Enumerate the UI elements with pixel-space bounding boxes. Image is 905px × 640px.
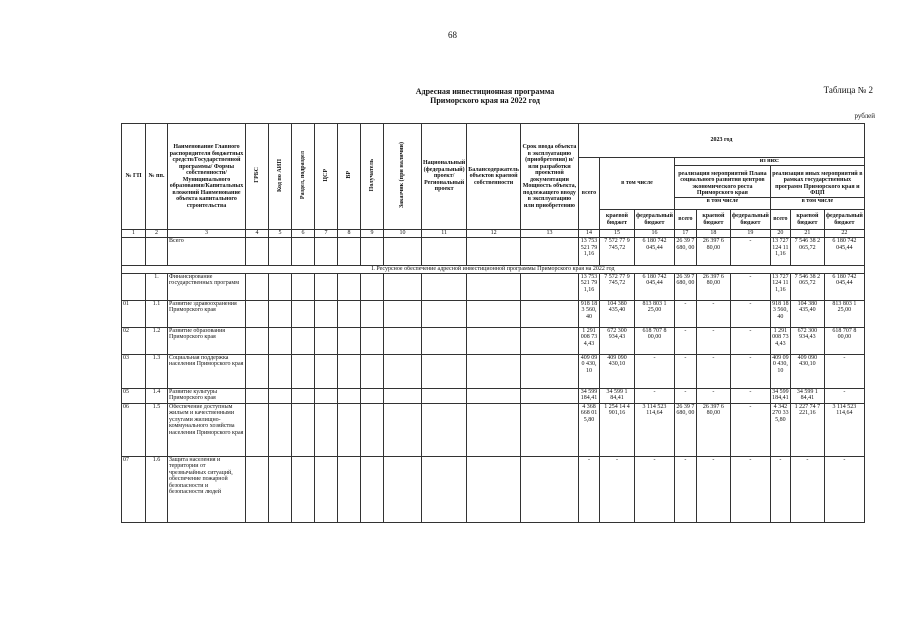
cell [246,300,269,327]
investment-program-table [121,123,865,523]
cell: 918 18 3 560, 40 [578,300,599,327]
cell: - [770,456,790,522]
header-csr: ЦСР [315,124,338,230]
cell: - [730,456,770,522]
header-regional-budget-2: краевой бюджет [696,210,730,230]
cell [338,354,361,388]
cell: - [674,327,696,354]
col-num: 21 [790,230,824,238]
col-num: 16 [634,230,674,238]
cell [422,403,467,456]
cell [520,273,578,300]
cell [520,327,578,354]
header-total-2: всего [674,210,696,230]
cell: 26 39 7 680, 00 [674,273,696,300]
cell [384,403,422,456]
header-federal-budget: федеральный бюджет [634,210,674,230]
cell: 104 380 435,40 [790,300,824,327]
cell [467,327,521,354]
col-num: 13 [520,230,578,238]
cell [292,327,315,354]
cell [384,388,422,403]
cell [269,273,292,300]
col-num: 8 [338,230,361,238]
cell: 4 368 668 01 5,80 [578,403,599,456]
cell: 4 342 270 33 5,80 [770,403,790,456]
cell [361,300,384,327]
cell: 1.2 [146,327,168,354]
cell: 672 300 934,43 [599,327,634,354]
table-label: Таблица № 2 [823,85,873,95]
header-balance-holder: Балансодержатель объектов краевой собственности [467,124,521,230]
cell [292,273,315,300]
cell: - [674,354,696,388]
title-line-2: Приморского края на 2022 год [430,96,540,105]
cell [361,403,384,456]
table-row [122,403,865,456]
table-row [122,388,865,403]
cell [422,456,467,522]
cell: 1.4 [146,388,168,403]
cell: - [730,300,770,327]
cell: 13 753 521 79 1,16 [578,238,599,266]
cell [246,456,269,522]
cell: 618 707 8 00,00 [824,327,864,354]
header-total: всего [578,158,599,230]
section-title: I. Ресурсное обеспечение адресной инвестиционной программы Приморского края на 2022 год [122,266,865,274]
cell [315,456,338,522]
header-total-3: всего [770,210,790,230]
cell [422,327,467,354]
cell [292,300,315,327]
table-row [122,273,865,300]
cell: 409 09 0 430, 10 [578,354,599,388]
col-num: 12 [467,230,521,238]
cell: - [696,388,730,403]
cell: 01 [122,300,146,327]
row-name: Развитие здравоохранения Приморского края [168,300,246,327]
cell: - [730,273,770,300]
cell: 26 39 7 680, 00 [674,403,696,456]
cell: 26 397 6 80,00 [696,238,730,266]
cell [467,456,521,522]
cell [361,456,384,522]
header-regional-budget: краевой бюджет [599,210,634,230]
header-recipient: Получатель [361,124,384,230]
cell: 13 753 521 79 1,16 [578,273,599,300]
cell [361,388,384,403]
row-name: Развитие культуры Приморского края [168,388,246,403]
cell [338,388,361,403]
cell [338,327,361,354]
cell [520,300,578,327]
cell: 26 397 6 80,00 [696,403,730,456]
cell [292,354,315,388]
col-num: 1 [122,230,146,238]
cell [384,273,422,300]
cell: 1. [146,273,168,300]
header-including-3: в том числе [771,197,864,205]
cell [338,403,361,456]
cell: 409 090 430,10 [790,354,824,388]
col-num: 2 [146,230,168,238]
header-other-programs [770,166,864,210]
cell: - [730,388,770,403]
table-row [122,300,865,327]
cell [315,300,338,327]
total-row [122,238,865,266]
cell [422,273,467,300]
cell [246,354,269,388]
cell [269,327,292,354]
cell: - [634,388,674,403]
cell: - [824,354,864,388]
cell: 34 599 184,41 [772,388,789,401]
cell: 7 572 77 9 745,72 [599,273,634,300]
cell: 05 [122,388,146,403]
cell: - [674,300,696,327]
cell [315,327,338,354]
col-num: 5 [269,230,292,238]
cell: - [790,456,824,522]
unit-label: рублей [854,112,875,120]
header-year: 2023 год [578,124,864,158]
cell: - [730,238,770,266]
cell [422,354,467,388]
cell: 1.3 [146,354,168,388]
cell [338,273,361,300]
cell: 3 114 523 114,64 [634,403,674,456]
section-row [122,266,865,274]
cell: - [674,388,696,403]
cell: - [634,456,674,522]
row-name: Финансирование государственных программ [168,273,246,300]
header-vr: ВР [338,124,361,230]
cell [422,388,467,403]
cell [122,273,146,300]
cell: 13 727 124 11 1,16 [770,238,790,266]
cell: 34 599 1 84,41 [599,388,634,403]
header-name: Наименование Главного распорядителя бюджетных средств/Государственной программы/ Формы собственности/ Муниципального образования/Капитальных вложений Наименование объекта капитального строительства [168,124,246,230]
cell [269,403,292,456]
cell: 6 180 742 045,44 [824,273,864,300]
cell: 02 [122,327,146,354]
cell: - [599,456,634,522]
col-num: 7 [315,230,338,238]
cell [246,327,269,354]
cell: - [730,403,770,456]
cell: - [696,354,730,388]
header-national-project: Национальный (федеральный) проект/ Региональный проект [422,124,467,230]
header-aip-code: Код по АИП [269,124,292,230]
col-num: 9 [361,230,384,238]
cell: - [634,354,674,388]
cell: 104 380 435,40 [599,300,634,327]
header-other-programs-text: реализация иных мероприятий в рамках государственных программ Приморского края и ФЦП [772,170,863,197]
cell [338,456,361,522]
cell: 1 291 008 73 4,43 [770,327,790,354]
cell: 6 180 742 045,44 [634,238,674,266]
cell: - [824,388,864,403]
cell [361,273,384,300]
cell: - [674,456,696,522]
cell: - [696,456,730,522]
cell: 1.5 [146,403,168,456]
cell: 409 09 0 430, 10 [770,354,790,388]
cell [292,388,315,403]
col-num: 11 [422,230,467,238]
cell [315,403,338,456]
cell [467,354,521,388]
header-grbs: ГРБС [246,124,269,230]
header-of-which: из них: [674,158,864,166]
cell [520,354,578,388]
col-num: 6 [292,230,315,238]
page-number: 68 [448,30,457,40]
cell: - [824,456,864,522]
cell: 34 599 1 84,41 [790,388,824,403]
cell [269,300,292,327]
cell [246,403,269,456]
cell: 1 254 14 4 901,16 [599,403,634,456]
header-customer: Заказчик (при наличии) [384,124,422,230]
cell [361,327,384,354]
col-num: 22 [824,230,864,238]
cell: - [578,456,599,522]
cell [422,300,467,327]
cell [520,403,578,456]
cell: 3 114 523 114,64 [824,403,864,456]
header-regional-budget-3: краевой бюджет [790,210,824,230]
cell: - [730,327,770,354]
cell [269,354,292,388]
cell: 1 227 74 7 221,16 [790,403,824,456]
cell [361,354,384,388]
cell: 06 [122,403,146,456]
cell: 7 546 38 2 065,72 [790,238,824,266]
cell [246,388,269,403]
cell [292,456,315,522]
cell: 1.6 [146,456,168,522]
cell: 34 599 184,41 [578,388,599,403]
table-row [122,456,865,522]
cell [269,388,292,403]
cell: 03 [122,354,146,388]
cell [338,300,361,327]
cell [384,456,422,522]
cell: 7 572 77 9 745,72 [599,238,634,266]
cell [315,388,338,403]
cell: - [696,327,730,354]
cell [467,273,521,300]
cell [269,456,292,522]
cell: 409 090 430,10 [599,354,634,388]
col-num: 4 [246,230,269,238]
col-num: 10 [384,230,422,238]
cell [384,354,422,388]
title-line-1: Адресная инвестиционная программа [415,87,555,96]
col-num: 3 [168,230,246,238]
cell [467,403,521,456]
total-label: Всего [168,238,246,266]
header-social-plan [674,166,770,210]
header-section: Раздел, подраздел [292,124,315,230]
cell: 26 39 7 680, 00 [674,238,696,266]
col-num: 19 [730,230,770,238]
cell [384,300,422,327]
column-number-row [122,230,865,238]
header-federal-budget-2: федеральный бюджет [730,210,770,230]
cell: 1.1 [146,300,168,327]
cell [292,403,315,456]
cell: 672 300 934,43 [790,327,824,354]
cell: 918 18 3 560, 40 [770,300,790,327]
col-num: 20 [770,230,790,238]
header-pp-num: № пп. [146,124,168,230]
document-title [330,87,640,105]
col-num: 14 [578,230,599,238]
cell [467,300,521,327]
cell [384,327,422,354]
cell: 7 546 38 2 065,72 [790,273,824,300]
cell: 6 180 742 045,44 [634,273,674,300]
header-including-2: в том числе [675,197,770,205]
cell [315,354,338,388]
cell: 1 291 008 73 4,43 [578,327,599,354]
cell [246,273,269,300]
col-num: 17 [674,230,696,238]
table-row [122,327,865,354]
col-num: 18 [696,230,730,238]
cell: 618 707 8 00,00 [634,327,674,354]
cell: 26 397 6 80,00 [696,273,730,300]
cell: 813 803 1 25,00 [634,300,674,327]
cell: - [730,354,770,388]
cell: 6 180 742 045,44 [824,238,864,266]
row-name: Обеспечение доступным жильем и качественными услугами жилищно-коммунального хозяйства населения Приморского края [168,403,246,456]
row-name: Развитие образования Приморского края [168,327,246,354]
header-gp-num: № ГП [122,124,146,230]
header-commissioning: Срок ввода объекта в эксплуатацию (приобретения) и/или разработки проектной документации Мощность объекта, подлежащего вводу в эксплуатацию или приобретению [520,124,578,230]
row-name: Защита населения и территории от чрезвычайных ситуаций, обеспечение пожарной безопасности и безопасности людей [168,456,246,522]
cell [467,388,521,403]
cell: 13 727 124 11 1,16 [770,273,790,300]
cell [520,456,578,522]
row-name: Социальная поддержка населения Приморского края [168,354,246,388]
cell [315,273,338,300]
header-federal-budget-3: федеральный бюджет [824,210,864,230]
cell: - [696,300,730,327]
header-social-plan-text: реализация мероприятий Плана социального развития центров экономического роста Приморского края [678,170,767,197]
header-including: в том числе [599,158,674,210]
col-num: 15 [599,230,634,238]
cell: 813 803 1 25,00 [824,300,864,327]
cell [520,388,578,403]
table-row [122,354,865,388]
cell: 07 [122,456,146,522]
